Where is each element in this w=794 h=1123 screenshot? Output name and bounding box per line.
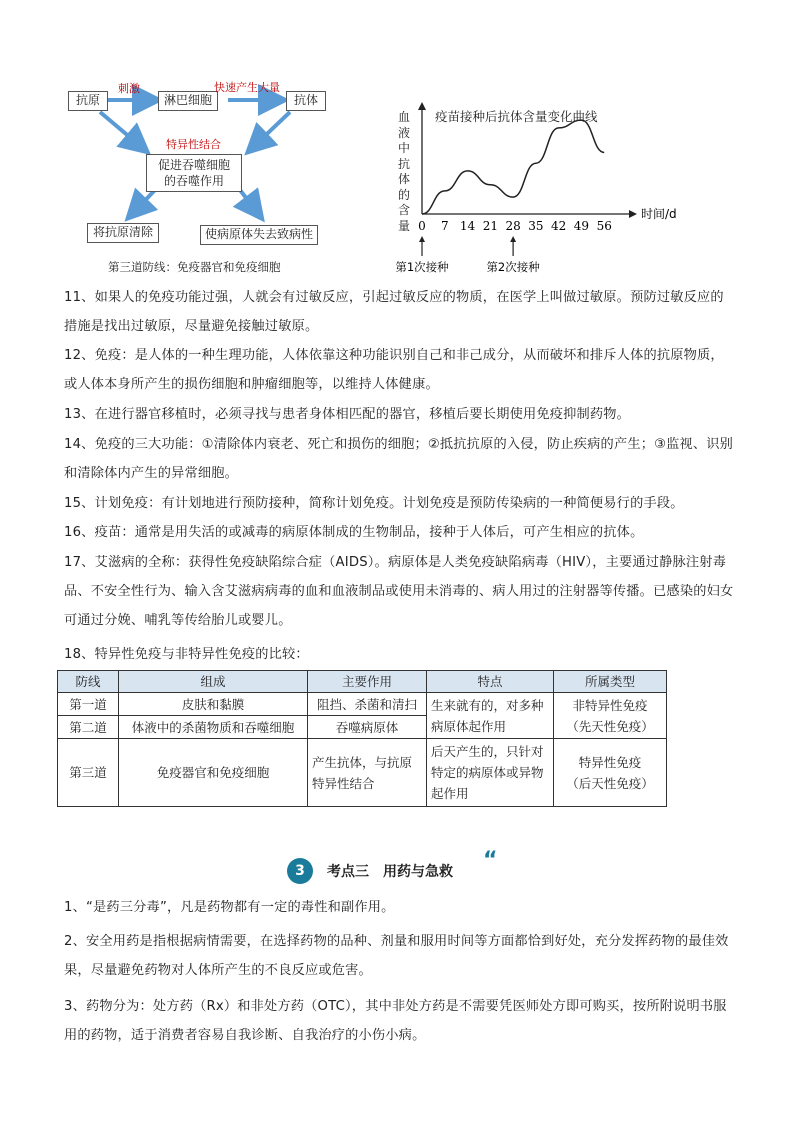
para-11: 11、如果人的免疫功能过强，人就会有过敏反应，引起过敏反应的物质，在医学上叫做过敏原。预防过敏反应的措施是找出过敏原，尽量避免接触过敏原。 xyxy=(64,290,724,334)
immunity-table xyxy=(57,670,667,807)
x-tick-label: 42 xyxy=(551,219,567,233)
table-cell: 皮肤和黏膜 xyxy=(119,693,308,716)
para-q1: 1、“是药三分毒”，凡是药物都有一定的毒性和副作用。 xyxy=(64,900,395,915)
injection-arrowhead xyxy=(419,236,425,242)
para-18: 18、特异性免疫与非特异性免疫的比较： xyxy=(64,647,309,662)
table-cell: 体液中的杀菌物质和吞噬细胞 xyxy=(119,716,308,739)
table-cell: 免疫器官和免疫细胞 xyxy=(119,739,308,807)
section-number: 3 xyxy=(287,858,313,884)
table-cell: 第三道 xyxy=(58,739,119,807)
table-cell: 第一道 xyxy=(58,693,119,716)
chart-title: 疫苗接种后抗体含量变化曲线 xyxy=(435,109,598,124)
para-14: 14、免疫的三大功能：①清除体内衰老、死亡和损伤的细胞；②抵抗抗原的入侵，防止疾病的产生；③监视、识别和清除体内产生的异常细胞。 xyxy=(64,437,734,481)
injection-arrowhead xyxy=(510,236,516,242)
type-line: （先天性免疫） xyxy=(566,718,654,734)
x-tick-label: 28 xyxy=(505,219,521,233)
clear-box: 将抗原清除 xyxy=(87,223,159,243)
x-tick-label: 21 xyxy=(482,219,498,233)
table-cell: 阻挡、杀菌和清扫 xyxy=(308,693,427,716)
para-12: 12、免疫：是人体的一种生理功能，人体依靠这种功能识别自己和非己成分，从而破坏和排斥人体的抗原物质，或人体本身所产生的损伤细胞和肿瘤细胞等，以维持人体健康。 xyxy=(64,348,724,392)
table-cell: 第二道 xyxy=(58,716,119,739)
para-16: 16、疫苗：通常是用失活的或减毒的病原体制成的生物制品，接种于人体后，可产生相应的抗体。 xyxy=(64,525,644,540)
injection-label: 第2次接种 xyxy=(486,260,540,274)
section-title: 考点三 用药与急救 xyxy=(327,864,453,880)
type-line: 特异性免疫 xyxy=(578,754,642,770)
col-header: 主要作用 xyxy=(308,671,427,693)
x-tick-label: 35 xyxy=(528,219,544,233)
x-tick-label: 56 xyxy=(596,219,612,233)
antigen-box: 抗原 xyxy=(68,91,108,111)
table-cell: 后天产生的，只针对特定的病原体或异物起作用 xyxy=(427,739,554,807)
x-tick-label: 0 xyxy=(418,219,426,233)
x-tick-label: 7 xyxy=(440,219,449,233)
para-q2: 2、安全用药是指根据病情需要，在选择药物的品种、剂量和服用时间等方面都恰到好处，充分发挥药物的最佳效果，尽量避免药物对人体所产生的不良反应或危害。 xyxy=(64,934,729,978)
antibody-box: 抗体 xyxy=(286,91,326,111)
para-q3: 3、药物分为：处方药（Rx）和非处方药（OTC），其中非处方药是不需要凭医师处方即可购买，按所附说明书服用的药物，适于消费者容易自我诊断、自我治疗的小伤小病。 xyxy=(64,999,727,1043)
type-line: （后天性免疫） xyxy=(566,775,654,791)
table-cell: 生来就有的，对多种病原体起作用 xyxy=(427,693,554,739)
phago-box: 促进吞噬细胞的吞噬作用 xyxy=(146,154,242,192)
y-axis-arrow xyxy=(418,102,426,110)
para-13: 13、在进行器官移植时，必须寻找与患者身体相匹配的器官，移植后要长期使用免疫抑制药物。 xyxy=(64,407,631,422)
lymph-box: 淋巴细胞 xyxy=(158,91,218,111)
y-axis-label: 血液中抗体的含量 xyxy=(398,110,411,233)
diagram-caption: 第三道防线：免疫器官和免疫细胞 xyxy=(108,260,281,274)
injection-label: 第1次接种 xyxy=(395,260,449,274)
col-header: 防线 xyxy=(58,671,119,693)
x-tick-label: 49 xyxy=(573,219,590,233)
table-cell xyxy=(554,739,667,807)
table-cell xyxy=(554,693,667,739)
quote-icon: “ xyxy=(483,848,498,873)
col-header: 特点 xyxy=(427,671,554,693)
x-tick-label: 14 xyxy=(459,219,476,233)
col-header: 所属类型 xyxy=(554,671,667,693)
table-cell: 产生抗体，与抗原特异性结合 xyxy=(308,739,427,807)
x-axis-label: 时间/d xyxy=(641,207,677,221)
rapid-label: 快速产生大量 xyxy=(214,81,280,94)
para-15: 15、计划免疫：有计划地进行预防接种，简称计划免疫。计划免疫是预防传染病的一种简便易行的手段。 xyxy=(64,496,684,511)
type-line: 非特异性免疫 xyxy=(572,697,648,713)
antibody-curve xyxy=(422,120,604,214)
stimulate-label: 刺激 xyxy=(118,82,140,95)
col-header: 组成 xyxy=(119,671,308,693)
para-17: 17、艾滋病的全称：获得性免疫缺陷综合症（AIDS）。病原体是人类免疫缺陷病毒（HIV），主要通过静脉注射毒品、不安全性行为、输入含艾滋病病毒的血和血液制品或使用未消毒的、病人用过的注射器等传播。已感染的妇女可通过分娩、哺乳等传给胎儿或婴儿。 xyxy=(64,555,734,628)
lose-box: 使病原体失去致病性 xyxy=(200,225,318,245)
table-cell: 吞噬病原体 xyxy=(308,716,427,739)
specific-label: 特异性结合 xyxy=(166,138,221,151)
x-axis-arrow xyxy=(629,210,637,218)
